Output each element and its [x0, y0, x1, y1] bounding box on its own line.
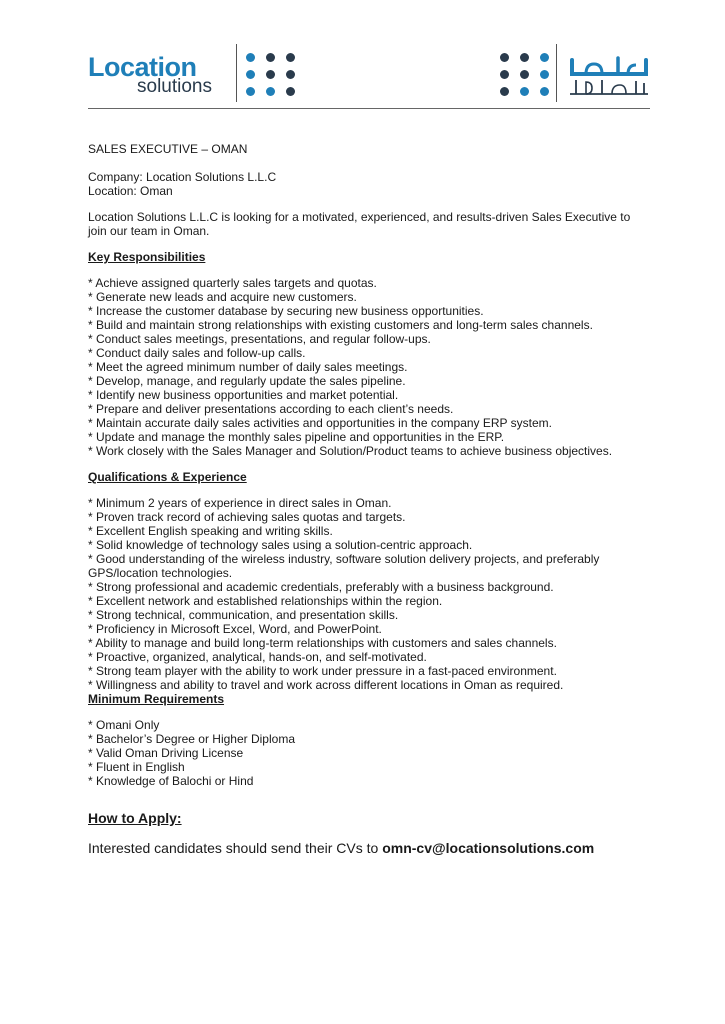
list-item: * Proficiency in Microsoft Excel, Word, and PowerPoint. — [88, 622, 382, 636]
list-item: * Willingness and ability to travel and work across different locations in Oman as required. — [88, 678, 564, 692]
company-logo — [88, 52, 248, 100]
intro-line-2: join our team in Oman. — [88, 224, 210, 238]
list-item: * Generate new leads and acquire new customers. — [88, 290, 357, 304]
list-item: * Bachelor’s Degree or Higher Diploma — [88, 732, 295, 746]
list-item: * Increase the customer database by securing new business opportunities. — [88, 304, 484, 318]
list-item: * Proactive, organized, analytical, hands-on, and self-motivated. — [88, 650, 427, 664]
list-item: * Identify new business opportunities and market potential. — [88, 388, 399, 402]
dots-logo-mark-right — [500, 53, 556, 99]
list-item: * Proven track record of achieving sales quotas and targets. — [88, 510, 406, 524]
list-item: * Good understanding of the wireless industry, software solution delivery projects, and preferably — [88, 552, 600, 566]
qualifications-list — [88, 496, 648, 692]
list-item: * Conduct sales meetings, presentations, and regular follow-ups. — [88, 332, 431, 346]
list-item: * Solid knowledge of technology sales using a solution-centric approach. — [88, 538, 473, 552]
header-rule — [88, 108, 650, 109]
arabic-logo-graphic — [564, 52, 654, 100]
logo-divider-right — [556, 44, 557, 102]
company-line: Company: Location Solutions L.L.C — [88, 170, 277, 184]
list-item: * Update and manage the monthly sales pipeline and opportunities in the ERP. — [88, 430, 505, 444]
logo-word-location: Location — [88, 52, 197, 82]
list-item: * Strong team player with the ability to work under pressure in a fast-paced environment. — [88, 664, 557, 678]
list-item: * Achieve assigned quarterly sales targets and quotas. — [88, 276, 377, 290]
list-item: * Prepare and deliver presentations according to each client’s needs. — [88, 402, 454, 416]
intro-line-1: Location Solutions L.L.C is looking for a motivated, experienced, and results-driven Sales Executive to — [88, 210, 631, 224]
list-item: * Excellent network and established relationships within the region. — [88, 594, 443, 608]
requirements-list — [88, 718, 648, 788]
logo-word-solutions: solutions — [137, 76, 212, 97]
responsibilities-list — [88, 276, 648, 458]
how-to-apply-text — [88, 840, 648, 856]
requirements-heading: Minimum Requirements — [88, 692, 225, 706]
list-item: * Conduct daily sales and follow-up calls. — [88, 346, 306, 360]
dots-logo-mark-left — [246, 53, 302, 99]
list-item: * Strong professional and academic credentials, preferably with a business background. — [88, 580, 554, 594]
list-item: * Omani Only — [88, 718, 160, 732]
logo-divider-left — [236, 44, 237, 102]
qualifications-heading: Qualifications & Experience — [88, 470, 247, 484]
list-item: * Work closely with the Sales Manager and Solution/Product teams to achieve business objectives. — [88, 444, 613, 458]
list-item: * Ability to manage and build long-term relationships with customers and sales channels. — [88, 636, 557, 650]
apply-email: omn-cv@locationsolutions.com — [382, 840, 595, 856]
list-item: * Build and maintain strong relationships with existing customers and long-term sales channels. — [88, 318, 593, 332]
list-item: GPS/location technologies. — [88, 566, 233, 580]
apply-instruction: Interested candidates should send their CVs to — [88, 840, 383, 856]
list-item: * Minimum 2 years of experience in direct sales in Oman. — [88, 496, 392, 510]
list-item: * Knowledge of Balochi or Hind — [88, 774, 254, 788]
list-item: * Strong technical, communication, and presentation skills. — [88, 608, 399, 622]
list-item: * Develop, manage, and regularly update the sales pipeline. — [88, 374, 406, 388]
letterhead — [0, 0, 725, 112]
job-posting — [88, 138, 648, 870]
list-item: * Valid Oman Driving License — [88, 746, 244, 760]
list-item: * Excellent English speaking and writing skills. — [88, 524, 333, 538]
job-title: SALES EXECUTIVE – OMAN — [88, 142, 248, 156]
location-line: Location: Oman — [88, 184, 173, 198]
list-item: * Meet the agreed minimum number of daily sales meetings. — [88, 360, 408, 374]
list-item: * Maintain accurate daily sales activities and opportunities in the company ERP system. — [88, 416, 553, 430]
responsibilities-heading: Key Responsibilities — [88, 250, 206, 264]
list-item: * Fluent in English — [88, 760, 185, 774]
arabic-logo — [564, 52, 654, 100]
how-to-apply-heading: How to Apply: — [88, 810, 182, 826]
